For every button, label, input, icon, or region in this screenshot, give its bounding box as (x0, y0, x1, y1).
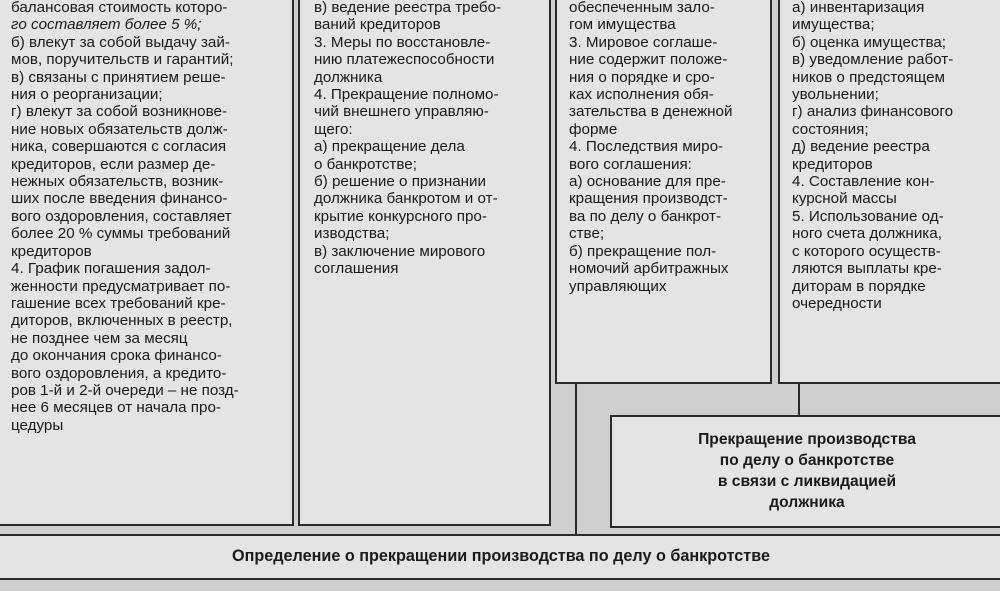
column-text-line: ваний кредиторов (314, 16, 441, 34)
column-text-line: нее 6 месяцев от начала про- (11, 399, 221, 417)
column-text-line: б) решение о признании (314, 173, 487, 191)
column-text-line: ния о реорганизации; (11, 86, 163, 104)
column-text-line: чий внешнего управляю- (314, 103, 489, 121)
column-text-line: крытие конкурсного про- (314, 207, 487, 225)
column-text-line: номочий арбитражных (569, 260, 729, 278)
column-text-line: нию платежеспособности (314, 51, 495, 69)
termination-liquidation-box (610, 415, 1000, 528)
column-text-line: б) прекращение пол- (569, 242, 717, 260)
column-text-line: не позднее чем за месяц (11, 329, 188, 347)
column-text-line: г) влекут за собой возникнове- (11, 103, 228, 121)
termination-ruling-text: Определение о прекращении производства по делу о банкротстве (232, 546, 770, 565)
column-text-line: ние новых обязательств долж- (11, 120, 228, 138)
column-text-line: должника банкротом и от- (314, 190, 498, 208)
column-text-line: состояния; (792, 120, 869, 138)
column-text-line: 3. Меры по восстановле- (314, 33, 491, 51)
column-text-line: с которого осуществ- (792, 242, 941, 260)
column-text-line: в) связаны с принятием реше- (11, 68, 226, 86)
column-text-line: диторов, включенных в реестр, (11, 312, 233, 330)
column-text-line: кредиторов (11, 242, 92, 260)
column-text-line: 5. Использование од- (792, 207, 944, 225)
column-text-line: зательства в денежной (569, 103, 733, 121)
column-text-line: ших после введения финансо- (11, 190, 228, 208)
termination-line: по делу о банкротстве (719, 452, 895, 469)
termination-line: Прекращение производства (698, 431, 916, 448)
column-text-line: соглашения (314, 260, 399, 278)
column-settlement-agreement (555, 0, 772, 384)
column-text-line: стве; (569, 225, 605, 243)
column-text-line: изводства; (314, 225, 390, 243)
column-text-line: в) ведение реестра требо- (314, 0, 502, 16)
column-text-line: ного счета должника, (792, 225, 942, 243)
column-text-line: увольнении; (792, 86, 879, 104)
column-text-line: ров 1-й и 2-й очереди – не позд- (11, 381, 239, 399)
termination-ruling-box (0, 534, 1000, 580)
column-text-line: в) заключение мирового (314, 242, 486, 260)
column-text-line: г) анализ финансового (792, 103, 954, 121)
column-text-line: кредиторов, если размер де- (11, 155, 216, 173)
termination-line: в связи с ликвидацией (717, 473, 897, 490)
column-text-line: ние содержит положе- (569, 51, 728, 69)
column-text-line: до окончания срока финансо- (11, 347, 222, 365)
column-financial-recovery (0, 0, 294, 526)
column-text-line: 4. Прекращение полномо- (314, 86, 499, 104)
column-text-line: в) уведомление работ- (792, 51, 954, 69)
column-text-line: а) прекращение дела (314, 138, 465, 156)
column-text-line: мов, поручительств и гарантий; (11, 51, 234, 69)
column-text-line: ния о порядке и сро- (569, 68, 715, 86)
column-text-line: вого оздоровления, составляет (11, 207, 232, 225)
column-text-line: балансовая стоимость которо- (11, 0, 228, 16)
column-text-line: ва по делу о банкрот- (569, 207, 721, 225)
column-text-line: ников о предстоящем (792, 68, 945, 86)
termination-line: должника (769, 494, 845, 511)
column-text-line: д) ведение реестра (792, 138, 930, 156)
column-text-line: вого соглашения: (569, 155, 692, 173)
column-bankruptcy-proceedings (778, 0, 1000, 384)
column-external-management (298, 0, 551, 526)
column-text-line: 3. Мировое соглаше- (569, 33, 718, 51)
column-text-line: ника, совершаются с согласия (11, 138, 227, 156)
column-text-line: обеспеченным зало- (569, 0, 715, 16)
column-text-line: 4. График погашения задол- (11, 260, 211, 278)
column-text-line: кредиторов (792, 155, 873, 173)
connector-col3-down (575, 384, 577, 536)
column-text-line: гом имущества (569, 16, 676, 34)
connector-col4-down (798, 384, 800, 416)
column-text-line: более 20 % суммы требований (11, 225, 231, 243)
column-text-line: кращения производст- (569, 190, 728, 208)
column-text-line: форме (569, 120, 618, 138)
column-text-line: а) основание для пре- (569, 173, 726, 191)
column-text-line: ках исполнения обя- (569, 86, 714, 104)
column-text-line: нежных обязательств, возник- (11, 173, 224, 191)
column-text-line: диторам в порядке (792, 277, 926, 295)
column-text-line: имущества; (792, 16, 875, 34)
column-text-line: о банкротстве; (314, 155, 417, 173)
column-text-line: управляющих (569, 277, 667, 295)
column-text-line: гашение всех требований кре- (11, 294, 226, 312)
column-text-line: цедуры (11, 416, 64, 434)
column-text-line: очередности (792, 294, 882, 312)
column-text-line: б) оценка имущества; (792, 33, 947, 51)
column-text-line: ляются выплаты кре- (792, 260, 942, 278)
column-text-line: вого оздоровления, а кредито- (11, 364, 227, 382)
column-text-line: курсной массы (792, 190, 897, 208)
column-text-line: б) влекут за собой выдачу зай- (11, 33, 230, 51)
column-text-line: женности предусматривает по- (11, 277, 231, 295)
column-text-line: должника (314, 68, 383, 86)
column-text-line: а) инвентаризация (792, 0, 925, 16)
column-text-line: щего: (314, 120, 353, 138)
column-text-line: 4. Составление кон- (792, 173, 935, 191)
column-text-line: го составляет более 5 %; (11, 16, 202, 34)
column-text-line: 4. Последствия миро- (569, 138, 724, 156)
